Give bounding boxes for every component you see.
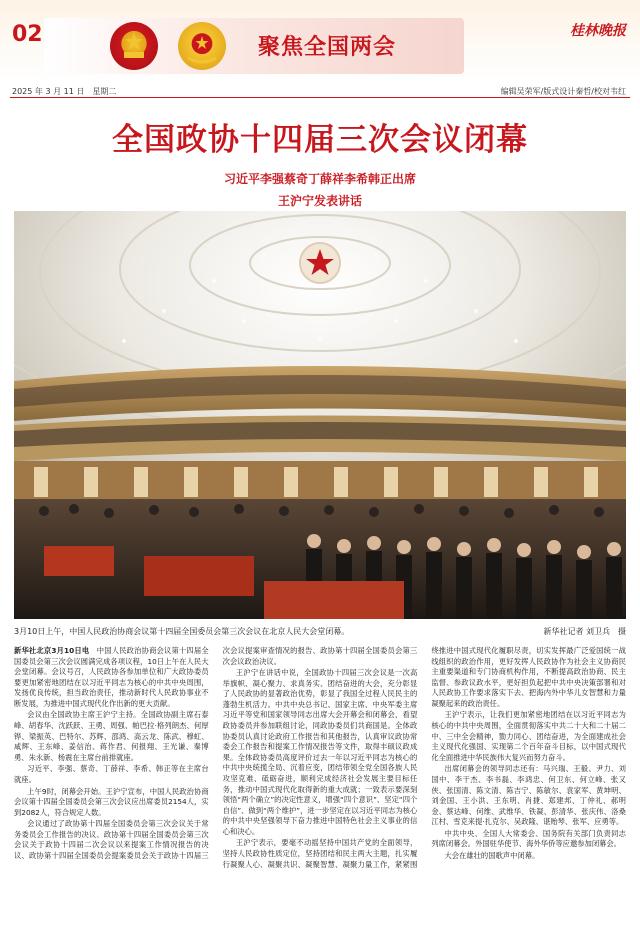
great-hall-photo [14,211,626,619]
article-paragraph: 会议由全国政协主席王沪宁主持。全国政协副主席石泰峰、胡春华、沈跃跃、王勇、周强、帕巴拉·格列朗杰、何厚铧、梁振英、巴特尔、苏辉、邵鸿、高云龙、陈武、穆虹、咸辉、王东峰、姜信治、蒋作君、何报翔、王光谦、秦博勇、朱永新、杨震在主席台前排就座。 [14,710,209,762]
article-paragraph: 王沪宁在讲话中说，全国政协十四届三次会议是一次高举旗帜、凝心聚力、求真务实、团结奋进的大会，充分彰显了人民政协的显著政治优势，彰显了我国全过程人民民主的蓬勃生机活力。中共中央总书记、国家主席、中央军委主席习近平等党和国家领导同志出席大会开幕会和闭幕会，看望政协委员并参加联组讨论，同政协委员们共商国是。全体政协委员认真讨论政府工作报告和其他报告，认真审议政协常委会工作报告和提案工作情况报告等文件，取得丰硕议政成果。全体政协委员高度评价过去一年以习近平同志为核心的中共中央统揽全局、沉着应变，团结带领全党全国各族人民攻坚克难、砥砺奋进，顺利完成经济社会发展主要目标任务，推动中国式现代化取得新的重大成就；一致表示要深刻领悟“两个确立”的决定性意义，增强“四个意识”、坚定“四个自信”、做到“两个维护”，进一步坚定在以习近平同志为核心的中共中央坚强领导下奋力推进中国特色社会主义事业的信心和决心。 [222,668,418,836]
article-body [14,646,626,922]
article-paragraph: 习近平、李强、蔡奇、丁薛祥、李希、韩正等在主席台就座。 [14,764,209,784]
page-number: 02 [12,22,43,47]
section-banner [44,18,464,74]
editor-credits: 编辑吴荣军/版式设计秦哲/校对韦红 [500,87,626,96]
article-headline: 全国政协十四届三次会议闭幕 [112,122,528,158]
page-header [0,0,640,80]
article-dateline: 新华社北京3月10日电 [14,646,90,655]
newspaper-brand: 桂林晚报 [570,23,626,39]
article-subhead-2: 王沪宁发表讲话 [277,194,362,208]
article-paragraph: 大会在雄壮的国歌声中闭幕。 [444,850,540,860]
photo-credit: 新华社记者 刘卫兵 摄 [543,627,626,636]
article-paragraph: 王沪宁表示，要毫不动摇坚持中国共产党的全面领导，坚持人民政协性质定位，坚持团结和民主两大主题，扎实履行凝聚人心、凝聚共识、凝聚智慧、凝聚力量工作，紧紧围绕推进中国式现代化履职尽责，切实发挥最广泛爱国统一战线组织的政治作用，更好发挥人民政协作为社会主义协商民主重要渠道和专门协商机构作用，不断提高政治协商、民主监督、参政议政水平，更好担负起把中共中央决策部署和对人民政协工作要求落实下去、把海内外中华儿女智慧和力量凝聚起来的政治责任。 [222,646,626,869]
section-title: 聚焦全国两会 [258,34,397,60]
photo-caption [14,626,626,637]
article-paragraph: 中共中央、全国人大常委会、国务院有关部门负责同志列席闭幕会。外国驻华使节、海外华侨等应邀参加闭幕会。 [431,828,626,849]
article-paragraph: 王沪宁表示，让我们更加紧密地团结在以习近平同志为核心的中共中央周围，全面贯彻落实中共二十大和二十届二中、三中全会精神，勠力同心、团结奋进，为全面建成社会主义现代化强国、实现第二个百年奋斗目标，以中国式现代化全面推进中华民族伟大复兴而努力奋斗。 [431,710,626,762]
header-divider [10,97,630,98]
article-paragraph: 新华社北京3月10日电 中国人民政治协商会议第十四届全国委员会第三次会议圆满完成各项议程，10日上午在人民大会堂闭幕。会议号召，人民政协各参加单位和广大政协委员要更加紧密地团结在以习近平同志为核心的中共中央周围，发扬优良传统，担当政治责任，推动新时代人民政协事业不断发展，为推进中国式现代化作出新的更大贡献。 [14,646,209,708]
article-paragraph: 出席闭幕会的领导同志还有：马兴瑞、王毅、尹力、刘国中、李干杰、李书磊、李鸿忠、何卫东、何立峰、张又侠、张国清、陈文清、陈吉宁、陈敏尔、袁家军、黄坤明、刘金国、王小洪、王东明、肖捷、郑建邦、丁仲礼、郝明金、蔡达峰、何维、武维华、铁凝、彭清华、张庆伟、洛桑江村、雪克来提·扎克尔、吴政隆、谌贻琴、张军、应勇等。 [431,764,626,827]
article-subhead-1: 习近平李强蔡奇丁薛祥李希韩正出席 [223,172,416,186]
national-emblem-icon [110,22,158,70]
cppcc-emblem-icon [178,22,226,70]
issue-date: 2025 年 3 月 11 日 星期二 [12,87,117,96]
article-paragraph: 会议通过了政协第十四届全国委员会第三次会议关于常务委员会工作报告的决议、政协第十四届全国委员会第三次会议关于政协十四届二次会议以来提案工作情况报告的决议、政协第十四届全国委员会提案委员会关于政协十四届三次会议提案审查情况的报告、政协第十四届全国委员会第三次会议政治决议。 [14,646,418,860]
photo-caption-text: 3月10日上午，中国人民政治协商会议第十四届全国委员会第三次会议在北京人民大会堂闭幕。 [14,627,350,636]
article-paragraph: 上午9时，闭幕会开始。王沪宁宣布，中国人民政治协商会议第十四届全国委员会第三次会议应出席委员2154人，实到2082人，符合规定人数。 [14,786,209,817]
